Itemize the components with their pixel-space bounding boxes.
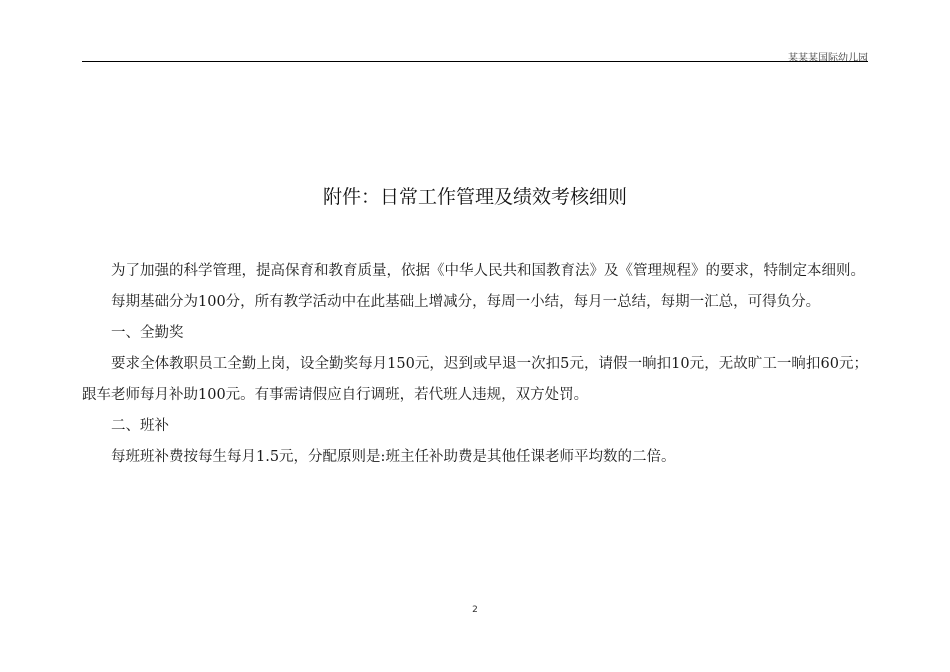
header-divider	[82, 61, 868, 62]
document-title: 附件：日常工作管理及绩效考核细则	[322, 186, 627, 208]
document-body	[82, 256, 868, 473]
page-number: 2	[472, 605, 478, 615]
paragraph-attendance: 要求全体教职员工全勤上岗，设全勤奖每月150元，迟到或早退一次扣5元，请假一晌扣10元，无故旷工一晌扣60元；跟车老师每月补助100元。有事需请假应自行调班，若代班人违规，双方处罚。	[82, 356, 868, 403]
paragraph-intro: 为了加强的科学管理，提高保育和教育质量，依据《中华人民共和国教育法》及《管理规程》的要求，特制定本细则。	[111, 263, 865, 279]
paragraph-class-subsidy: 每班班补费按每生每月1.5元，分配原则是:班主任补助费是其他任课老师平均数的二倍。	[111, 449, 676, 465]
section-heading-attendance: 一、全勤奖	[111, 325, 184, 341]
header-organization: 某某某国际幼儿园	[788, 53, 868, 64]
section-heading-class-subsidy: 二、班补	[111, 418, 169, 434]
paragraph-base-score: 每期基础分为100分，所有教学活动中在此基础上增减分，每周一小结，每月一总结，每期一汇总，可得负分。	[111, 294, 821, 310]
